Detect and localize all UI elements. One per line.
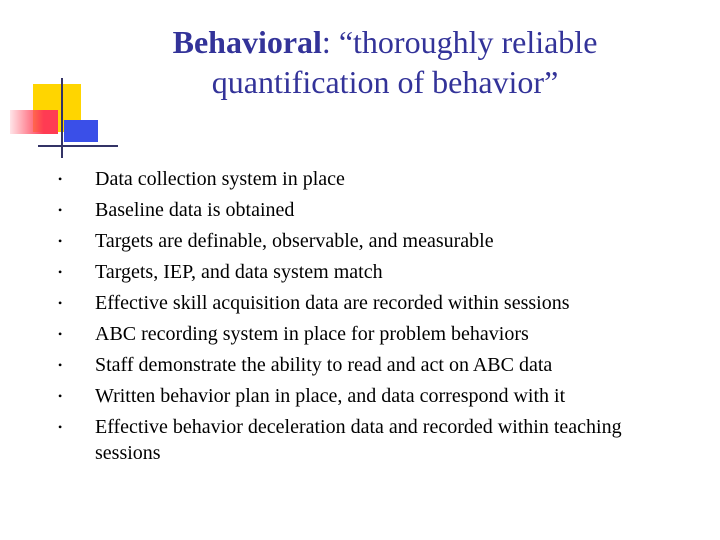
bullet-item — [58, 228, 685, 254]
bullet-dot-icon: • — [58, 265, 63, 279]
slide-title — [120, 22, 650, 102]
logo-blue-square — [64, 120, 98, 142]
logo-horizontal-line — [38, 145, 118, 147]
bullet-text: Targets, IEP, and data system match — [95, 261, 383, 283]
bullet-text: Staff demonstrate the ability to read and act on ABC data — [95, 354, 553, 376]
bullet-item — [58, 166, 685, 192]
bullet-item — [58, 197, 685, 223]
title-line2: quantification of behavior” — [211, 64, 559, 100]
bullet-text: Baseline data is obtained — [95, 199, 295, 221]
title-emphasis: Behavioral — [172, 24, 322, 60]
bullet-text: Written behavior plan in place, and data correspond with it — [95, 385, 566, 407]
slide-logo-decoration — [0, 0, 120, 170]
bullet-item — [58, 321, 685, 347]
bullet-dot-icon: • — [58, 234, 63, 248]
bullet-text: Effective skill acquisition data are recorded within sessions — [95, 292, 570, 314]
bullet-text: Data collection system in place — [95, 168, 345, 190]
bullet-dot-icon: • — [58, 327, 63, 341]
bullet-text: Targets are definable, observable, and measurable — [95, 230, 494, 252]
bullet-item — [58, 290, 685, 316]
bullet-item — [58, 383, 685, 409]
logo-red-square — [10, 110, 58, 134]
title-line1-rest: : “thoroughly reliable — [321, 24, 598, 60]
bullet-text: Effective behavior deceleration data and recorded within teaching sessions — [95, 416, 622, 464]
bullet-dot-icon: • — [58, 420, 63, 434]
bullet-dot-icon: • — [58, 389, 63, 403]
bullet-item — [58, 414, 685, 466]
bullet-list — [58, 166, 698, 471]
bullet-item — [58, 259, 685, 285]
bullet-text: ABC recording system in place for problem behaviors — [95, 323, 529, 345]
bullet-dot-icon: • — [58, 172, 63, 186]
bullet-dot-icon: • — [58, 296, 63, 310]
bullet-dot-icon: • — [58, 203, 63, 217]
bullet-dot-icon: • — [58, 358, 63, 372]
bullet-item — [58, 352, 685, 378]
